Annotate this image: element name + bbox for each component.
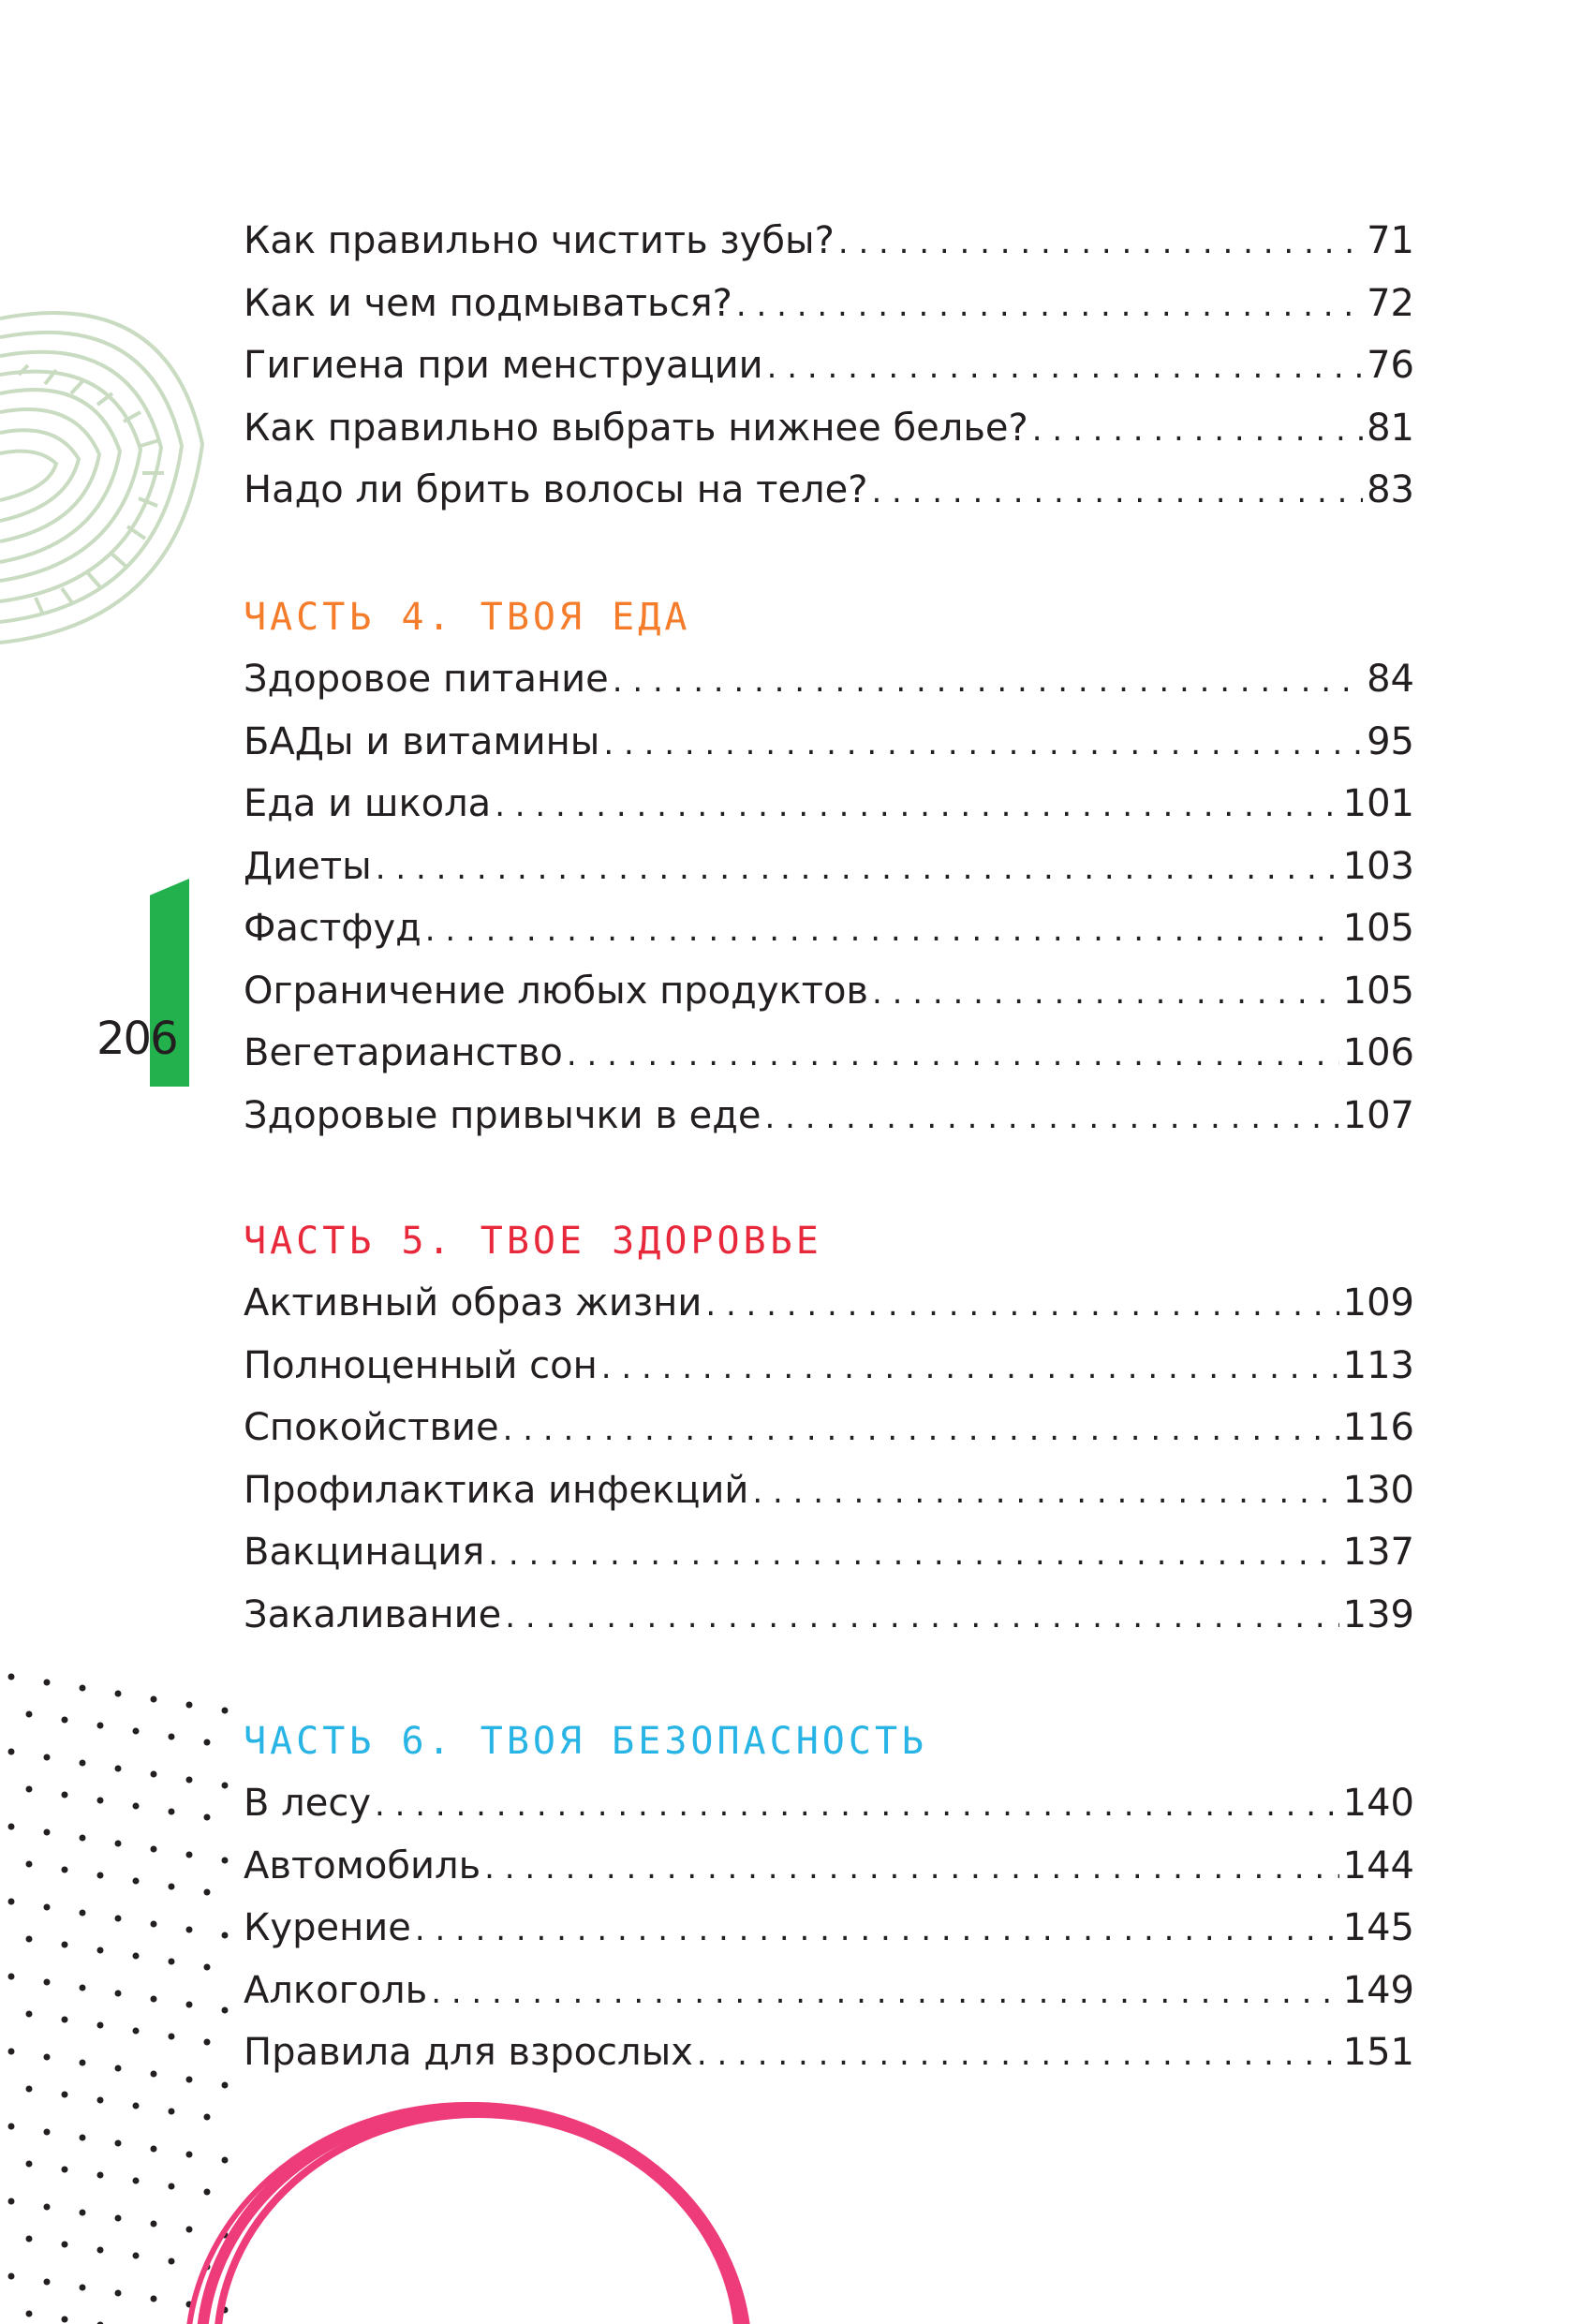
toc-entry-title: Как правильно чистить зубы? xyxy=(244,219,835,262)
decoration-dot xyxy=(80,1760,86,1767)
toc-leader-dots xyxy=(736,274,1363,337)
decoration-dot xyxy=(26,1711,33,1718)
toc-entry-title: Вакцинация xyxy=(244,1531,485,1574)
toc-part-6 xyxy=(244,1710,1414,2084)
decoration-dot xyxy=(80,1985,86,1991)
decoration-dot xyxy=(222,1708,229,1714)
decoration-dot xyxy=(26,2161,33,2168)
decoration-dot xyxy=(115,1841,122,1847)
toc-entry xyxy=(244,836,1414,898)
toc-entry xyxy=(244,1772,1414,1835)
decoration-dot xyxy=(115,1766,122,1772)
decoration-dot xyxy=(97,2097,104,2104)
toc-entry-page: 130 xyxy=(1342,1468,1414,1512)
toc-leader-dots xyxy=(375,1774,1339,1837)
decoration-dot xyxy=(115,2215,122,2222)
decoration-dot xyxy=(169,2183,175,2190)
decoration-dot xyxy=(62,1867,68,1873)
decoration-dot xyxy=(26,1786,33,1793)
toc-entry xyxy=(244,1272,1414,1335)
decoration-dot xyxy=(186,2077,193,2083)
toc-entry-page: 116 xyxy=(1342,1406,1414,1449)
decoration-dot xyxy=(62,2092,68,2098)
decoration-dot xyxy=(222,1932,229,1939)
toc-entry xyxy=(244,1085,1414,1147)
toc-leader-dots xyxy=(767,336,1363,399)
toc-entry-title: В лесу xyxy=(244,1782,371,1825)
decoration-dot xyxy=(222,2307,229,2314)
decoration-dot xyxy=(44,2054,51,2061)
toc-entry-title: Еда и школа xyxy=(244,782,492,825)
decoration-dot xyxy=(80,1685,86,1692)
toc-entry xyxy=(244,897,1414,960)
toc-entry-page: 84 xyxy=(1367,658,1414,701)
decoration-dot xyxy=(133,1878,140,1885)
decoration-dot xyxy=(44,2279,51,2286)
decoration-dot xyxy=(169,2034,175,2040)
decoration-dot xyxy=(222,2082,229,2089)
toc-entry-page: 101 xyxy=(1342,782,1414,825)
toc-leader-dots xyxy=(431,1961,1338,2024)
decoration-dot xyxy=(169,1884,175,1890)
toc-entry-title: Профилактика инфекций xyxy=(244,1468,749,1512)
toc-entry-page: 109 xyxy=(1342,1281,1414,1325)
decoration-dot xyxy=(151,2146,157,2153)
toc-entry-title: Фастфуд xyxy=(244,907,421,950)
toc-leader-dots xyxy=(838,212,1363,274)
decoration-dot xyxy=(26,2011,33,2018)
decoration-dot xyxy=(151,2071,157,2078)
toc-entry xyxy=(244,2021,1414,2084)
part-5-heading: ЧАСТЬ 5. ТВОЕ ЗДОРОВЬЕ xyxy=(244,1220,822,1263)
toc-entry-title: Курение xyxy=(244,1906,411,1949)
toc-entry-title: БАДы и витамины xyxy=(244,719,600,763)
decoration-dot xyxy=(115,1916,122,1922)
decoration-dot xyxy=(62,2317,68,2323)
decoration-dot xyxy=(169,1809,175,1815)
decoration-dot xyxy=(186,1852,193,1858)
decoration-dot xyxy=(133,2178,140,2184)
toc-entry-title: Здоровое питание xyxy=(244,658,609,701)
toc-leader-dots xyxy=(752,1461,1338,1524)
decoration-dot xyxy=(204,2039,211,2046)
toc-entry-page: 145 xyxy=(1342,1906,1414,1949)
toc-leader-dots xyxy=(603,713,1363,776)
toc-leader-dots xyxy=(488,1523,1338,1586)
toc-entry xyxy=(244,210,1414,273)
toc-leader-dots xyxy=(376,837,1339,900)
toc-entry xyxy=(244,273,1414,335)
decoration-dot xyxy=(26,2236,33,2243)
decoration-dot xyxy=(97,1947,104,1954)
decoration-dot xyxy=(186,2302,193,2308)
toc-leader-dots xyxy=(697,2023,1339,2086)
decoration-dot xyxy=(222,1783,229,1789)
decoration-dot xyxy=(8,1974,15,1980)
decoration-dot xyxy=(169,2109,175,2115)
decoration-dot xyxy=(204,2114,211,2121)
decoration-dot xyxy=(151,1771,157,1778)
decoration-dot xyxy=(62,1942,68,1948)
decoration-dot xyxy=(222,2007,229,2014)
decoration-dot xyxy=(133,2253,140,2259)
decoration-dot xyxy=(115,2140,122,2147)
toc-leader-dots xyxy=(503,1399,1339,1461)
decoration-dot xyxy=(186,2152,193,2158)
toc-entry-page: 140 xyxy=(1342,1782,1414,1825)
toc-entry-title: Диеты xyxy=(244,844,372,888)
decoration-dot xyxy=(204,1964,211,1971)
toc-entry-title: Полноценный сон xyxy=(244,1343,598,1387)
decoration-dot xyxy=(44,1829,51,1836)
decoration-dot xyxy=(204,2189,211,2196)
part-6-heading: ЧАСТЬ 6. ТВОЯ БЕЗОПАСНОСТЬ xyxy=(244,1720,928,1763)
toc-entry-page: 149 xyxy=(1342,1968,1414,2012)
toc-leader-dots xyxy=(872,962,1339,1025)
decoration-dot xyxy=(204,1889,211,1896)
toc-entry xyxy=(244,334,1414,397)
decoration-dot xyxy=(8,2124,15,2130)
toc-leader-dots xyxy=(495,775,1338,837)
toc-entry-title: Активный образ жизни xyxy=(244,1281,702,1325)
decoration-dot xyxy=(80,1835,86,1842)
toc-leader-dots xyxy=(613,650,1363,713)
toc-entry-page: 105 xyxy=(1342,907,1414,950)
toc-entry-page: 151 xyxy=(1342,2031,1414,2074)
toc-entry xyxy=(244,1459,1414,1522)
toc-entry-page: 76 xyxy=(1367,344,1414,387)
toc-leader-dots xyxy=(567,1024,1339,1087)
toc-leader-dots xyxy=(1032,399,1363,462)
decoration-dot xyxy=(44,1680,51,1686)
toc-entry-title: Как правильно выбрать нижнее белье? xyxy=(244,406,1028,450)
toc-intro xyxy=(244,210,1414,522)
part-4-heading: ЧАСТЬ 4. ТВОЯ ЕДА xyxy=(244,596,691,639)
decoration-dot xyxy=(97,2247,104,2254)
toc-leader-dots xyxy=(415,1899,1339,1961)
decoration-dot xyxy=(97,2172,104,2179)
decoration-dot xyxy=(151,1696,157,1703)
decoration-dot xyxy=(97,1798,104,1804)
toc-leader-dots xyxy=(871,461,1363,524)
toc-entry xyxy=(244,1835,1414,1898)
decoration-dot xyxy=(62,2242,68,2248)
decoration-dot xyxy=(204,1814,211,1821)
decoration-dot xyxy=(186,2002,193,2008)
decoration-dot xyxy=(97,1723,104,1729)
decoration-dot xyxy=(26,2086,33,2093)
toc-entry-page: 83 xyxy=(1367,468,1414,511)
decoration-dot xyxy=(204,1739,211,1746)
toc-entry-page: 81 xyxy=(1367,406,1414,450)
decoration-dot xyxy=(80,2285,86,2291)
toc-leader-dots xyxy=(484,1837,1338,1900)
decoration-dot xyxy=(133,2028,140,2035)
decoration-dot xyxy=(186,1777,193,1784)
toc-part-5 xyxy=(244,1210,1414,1646)
toc-entry-page: 72 xyxy=(1367,281,1414,325)
toc-entry xyxy=(244,1584,1414,1647)
decoration-dot xyxy=(80,2060,86,2066)
toc-entry-title: Алкоголь xyxy=(244,1968,428,2012)
dot-pattern-decoration xyxy=(0,0,281,2324)
decoration-dot xyxy=(169,1959,175,1965)
toc-entry-page: 107 xyxy=(1342,1093,1414,1137)
decoration-dot xyxy=(8,1824,15,1830)
decoration-dot xyxy=(186,2227,193,2233)
decoration-dot xyxy=(62,2167,68,2173)
decoration-dot xyxy=(8,2049,15,2055)
decoration-dot xyxy=(8,1899,15,1905)
decoration-dot xyxy=(80,1910,86,1917)
toc-entry-page: 105 xyxy=(1342,969,1414,1013)
decoration-dot xyxy=(186,1927,193,1933)
page-number: 206 xyxy=(96,1013,177,1065)
decoration-dot xyxy=(26,1861,33,1868)
toc-entry-title: Ограничение любых продуктов xyxy=(244,969,868,1013)
decoration-dot xyxy=(44,1904,51,1911)
toc-entry-title: Надо ли брить волосы на теле? xyxy=(244,468,868,511)
decoration-dot xyxy=(44,1754,51,1761)
decoration-dot xyxy=(169,2258,175,2265)
decoration-dot xyxy=(62,1792,68,1799)
toc-entry-page: 71 xyxy=(1367,219,1414,262)
toc-entry-title: Здоровые привычки в еде xyxy=(244,1093,761,1137)
toc-leader-dots xyxy=(601,1337,1339,1399)
toc-entry-page: 137 xyxy=(1342,1531,1414,1574)
toc-entry xyxy=(244,1521,1414,1584)
decoration-dot xyxy=(97,1873,104,1879)
decoration-dot xyxy=(186,1702,193,1709)
toc-entry xyxy=(244,711,1414,774)
toc-leader-dots xyxy=(425,899,1339,962)
toc-entry xyxy=(244,1022,1414,1085)
decoration-dot xyxy=(151,1921,157,1928)
decoration-dot xyxy=(133,1803,140,1810)
decoration-dot xyxy=(115,1991,122,1997)
decoration-dot xyxy=(151,2221,157,2228)
toc-entry xyxy=(244,648,1414,711)
decoration-dot xyxy=(133,1953,140,1960)
decoration-dot xyxy=(133,2103,140,2109)
decoration-dot xyxy=(44,1979,51,1986)
wave-pattern-decoration xyxy=(0,0,244,806)
decoration-dot xyxy=(62,1717,68,1724)
decoration-dot xyxy=(151,1846,157,1853)
toc-entry-title: Автомобиль xyxy=(244,1843,481,1887)
toc-entry-title: Закаливание xyxy=(244,1592,502,1636)
decoration-dot xyxy=(222,2232,229,2239)
decoration-dot xyxy=(80,2210,86,2216)
toc-entry-page: 103 xyxy=(1342,844,1414,888)
toc-entry-page: 106 xyxy=(1342,1031,1414,1074)
decoration-dot xyxy=(133,1728,140,1735)
decoration-dot xyxy=(204,2264,211,2271)
decoration-dot xyxy=(26,2311,33,2317)
decoration-dot xyxy=(44,2129,51,2136)
decoration-dot xyxy=(222,1858,229,1864)
toc-entry-page: 144 xyxy=(1342,1843,1414,1887)
decoration-dot xyxy=(222,2157,229,2164)
toc-entry-title: Как и чем подмываться? xyxy=(244,281,732,325)
decoration-dot xyxy=(80,2135,86,2141)
decoration-dot xyxy=(8,1674,15,1680)
toc-leader-dots xyxy=(764,1087,1338,1149)
toc-entry xyxy=(244,773,1414,836)
decoration-dot xyxy=(8,1749,15,1755)
toc-entry-title: Гигиена при менструации xyxy=(244,344,763,387)
toc-entry-title: Правила для взрослых xyxy=(244,2031,693,2074)
toc-entry-page: 95 xyxy=(1367,719,1414,763)
toc-entry-page: 113 xyxy=(1342,1343,1414,1387)
decoration-dot xyxy=(151,2296,157,2302)
decoration-dot xyxy=(115,2290,122,2297)
decoration-dot xyxy=(62,2017,68,2023)
toc-entry-title: Спокойствие xyxy=(244,1406,499,1449)
decoration-dot xyxy=(115,1691,122,1697)
toc-entry xyxy=(244,1397,1414,1459)
toc-entry xyxy=(244,459,1414,522)
decoration-dot xyxy=(44,2204,51,2211)
toc-entry xyxy=(244,397,1414,460)
toc-leader-dots xyxy=(505,1586,1338,1649)
toc-entry xyxy=(244,1897,1414,1960)
toc-entry xyxy=(244,1335,1414,1398)
decoration-dot xyxy=(8,2273,15,2280)
toc-entry xyxy=(244,960,1414,1023)
decoration-dot xyxy=(151,1996,157,2003)
decoration-dot xyxy=(97,2022,104,2029)
decoration-dot xyxy=(115,2065,122,2072)
decoration-dot xyxy=(169,1734,175,1740)
decoration-dot xyxy=(26,1936,33,1943)
decoration-dot xyxy=(8,2198,15,2205)
toc-entry xyxy=(244,1960,1414,2022)
toc-part-4 xyxy=(244,586,1414,1147)
toc-leader-dots xyxy=(705,1274,1338,1337)
toc-entry-title: Вегетарианство xyxy=(244,1031,563,1074)
toc-entry-page: 139 xyxy=(1342,1592,1414,1636)
